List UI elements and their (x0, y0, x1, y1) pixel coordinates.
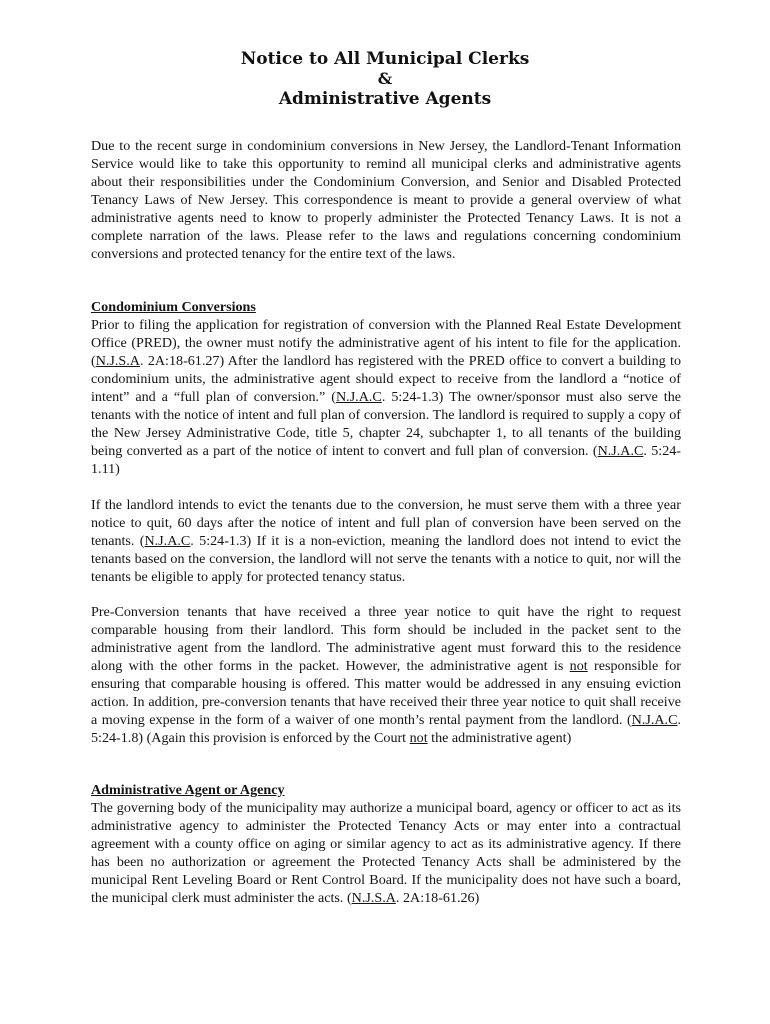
section-heading-administrative-agent: Administrative Agent or Agency (91, 782, 285, 798)
text-run: . 5:24-1.11) (91, 443, 681, 477)
section-condominium-conversions (91, 298, 681, 478)
text-run: the administrative agent) (427, 730, 572, 746)
text-run: . 5:24-1.3) If it is a non-eviction, meaning the landlord does not intend to evict the tenants based on the conversion, the landlord will not serve the tenants with a notice to quit, nor will the tenants be eligible to apply for protected tenancy status. (91, 533, 681, 585)
text-run: Prior to filing the application for registration of conversion with the Planned Real Estate Development Office (PRED), the owner must notify the administrative agent of his intent to file for the application. ( (91, 317, 681, 369)
citation: N.J.A.C (336, 389, 382, 405)
title-line-2: Administrative Agents (278, 89, 492, 109)
title-ampersand: & (377, 69, 393, 88)
eviction-paragraph (91, 496, 681, 586)
title-line-1: Notice to All Municipal Clerks (240, 49, 530, 69)
text-run: If the landlord intends to evict the tenants due to the conversion, he must serve them with a three year notice to quit, 60 days after the notice of intent and full plan of conversion have been served on the tenants. ( (91, 497, 681, 549)
text-run: The governing body of the municipality may authorize a municipal board, agency or officer to act as its administrative agency to administer the Protected Tenancy Acts or may enter into a contractual agreement with a county office on aging or similar agency to act as its administrative agency. If there has been no authorization or agreement the Protected Tenancy Acts shall be administered by the municipal Rent Leveling Board or Rent Control Board. If the municipality does not have such a board, the municipal clerk must administer the acts. ( (91, 800, 681, 906)
citation: N.J.A.C (631, 712, 678, 728)
condo-paragraph-3 (91, 603, 681, 747)
intro-paragraph (91, 137, 681, 263)
section-heading-condominium-conversions: Condominium Conversions (91, 299, 256, 315)
text-run: . 5:24-1.3) The owner/sponsor must also serve the tenants with the notice of intent and full plan of conversion. The landlord is required to supply a copy of the New Jersey Administrative Code, title 5, chapter 24, subchapter 1, to all tenants of the building being converted as a part of the notice of intent to convert and full plan of conversion. ( (91, 389, 681, 459)
text-run: . 2A:18-61.27) After the landlord has registered with the PRED office to convert a building to condominium units, the administrative agent should expect to receive from the landlord a “notice of intent” and a “full plan of conversion.” ( (91, 353, 681, 405)
intro-text: Due to the recent surge in condominium conversions in New Jersey, the Landlord-Tenant Information Service would like to take this opportunity to remind all municipal clerks and administrative agents about their responsibilities under the Condominium Conversion, and Senior and Disabled Protected Tenancy Laws of New Jersey. This correspondence is meant to provide a general overview of what administrative agents need to know to properly administer the Protected Tenancy Laws. It is not a complete narration of the laws. Please refer to the laws and regulations concerning condominium conversions and protected tenancy for the entire text of the laws. (91, 138, 681, 262)
text-run: responsible for ensuring that comparable housing is offered. This matter would be addressed in any ensuing eviction action. In addition, pre-conversion tenants that have received their three year notice to quit shall receive a moving expense in the form of a waiver of one month’s rental payment from the landlord. ( (91, 658, 681, 728)
citation: N.J.S.A (351, 890, 396, 906)
emphasis-not: not (409, 730, 428, 746)
agent-paragraph-1 (91, 799, 681, 907)
citation: N.J.A.C (597, 443, 644, 459)
text-run: . 5:24-1.8) (Again this provision is enforced by the Court (91, 712, 681, 746)
text-run: Pre-Conversion tenants that have received a three year notice to quit have the right to request comparable housing from their landlord. This form should be included in the packet sent to the administrative agent from the landlord. The administrative agent must forward this to the residence along with the other forms in the packet. However, the administrative agent is (91, 604, 681, 674)
text-run: . 2A:18-61.26) (395, 890, 480, 906)
citation: N.J.A.C (144, 533, 191, 549)
citation: N.J.S.A (95, 353, 140, 369)
pre-conversion-paragraph (91, 603, 681, 747)
emphasis-not: not (569, 658, 588, 674)
condo-paragraph-1 (91, 316, 681, 478)
section-administrative-agent (91, 781, 681, 907)
condo-paragraph-2 (91, 496, 681, 586)
document-title (0, 48, 770, 110)
